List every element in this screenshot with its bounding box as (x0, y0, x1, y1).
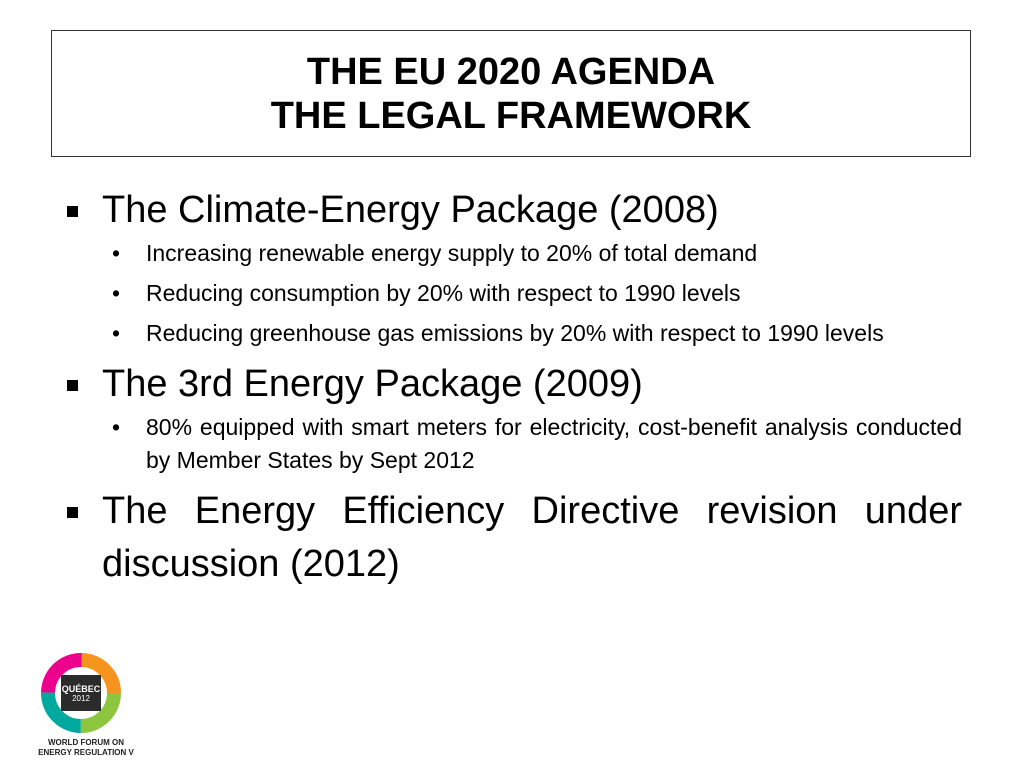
list-item-text: Increasing renewable energy supply to 20% of total demand (146, 240, 758, 266)
section-heading-text: The 3rd Energy Package (2009) (102, 363, 643, 405)
list-item-text: 80% equipped with smart meters for electricity, cost-benefit analysis conducted by Member States by Sept 2012 (146, 414, 962, 473)
list-item (62, 277, 962, 310)
list-item-text: Reducing consumption by 20% with respect to 1990 levels (146, 280, 741, 306)
section-heading-1 (62, 184, 962, 237)
title-box (51, 30, 971, 157)
title-line-1: THE EU 2020 AGENDA (306, 50, 716, 93)
slide-content (62, 184, 962, 591)
bullet-dot-icon: • (112, 280, 121, 306)
list-item (62, 317, 962, 350)
list-item (62, 411, 962, 477)
section-heading-3 (62, 485, 962, 591)
logo-caption-line-2: ENERGY REGULATION V (38, 748, 134, 757)
bullet-dot-icon: • (112, 320, 121, 346)
list-item-text: Reducing greenhouse gas emissions by 20% with respect to 1990 levels (146, 320, 884, 346)
title-line-2: THE LEGAL FRAMEWORK (270, 94, 752, 137)
bullet-dot-icon: • (112, 240, 121, 266)
logo-badge-name: QUÉBEC (61, 684, 101, 694)
square-bullet-icon (67, 380, 78, 391)
logo-caption (30, 738, 142, 758)
world-forum-logo (30, 652, 150, 762)
section-heading-text: The Energy Efficiency Directive revision under discussion (2012) (102, 490, 962, 585)
logo-caption-line-1: WORLD FORUM ON (48, 738, 124, 747)
logo-badge-year: 2012 (72, 694, 90, 703)
list-item (62, 237, 962, 270)
square-bullet-icon (67, 507, 78, 518)
bullet-dot-icon: • (112, 414, 121, 440)
section-heading-2 (62, 358, 962, 411)
section-heading-text: The Climate-Energy Package (2008) (102, 189, 719, 231)
square-bullet-icon (67, 206, 78, 217)
